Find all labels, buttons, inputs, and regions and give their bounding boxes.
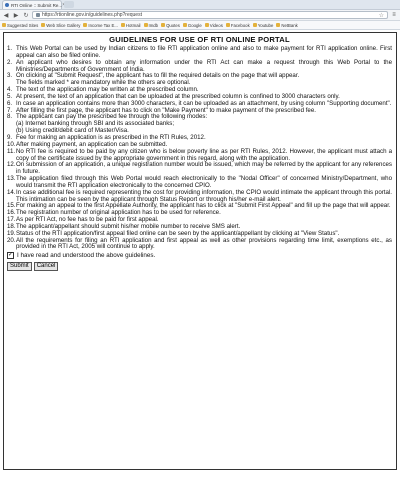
bookmark-item[interactable]: Videos: [205, 23, 223, 28]
tab-title: RTI Online :: Submit Re...: [11, 2, 63, 8]
bookmark-item[interactable]: Quotes: [161, 23, 180, 28]
bookmark-item[interactable]: Facebook: [226, 23, 250, 28]
guideline-item: 9. Fee for making an application is as prescribed in the RTI Rules, 2012.: [7, 133, 206, 141]
back-icon[interactable]: ◀: [3, 12, 9, 19]
bookmark-icon: [253, 23, 257, 27]
bookmark-star-icon[interactable]: ☆: [378, 12, 384, 19]
bookmark-icon: [183, 23, 187, 27]
bookmark-item[interactable]: Google: [183, 23, 202, 28]
guideline-item: 8. The applicant can pay the prescribed fee through the following modes: (a) Internet banking through SBI and its associated banks; (b) Using credit/debit card of Master/Visa.: [7, 113, 208, 135]
guideline-item: 1. This Web Portal can be used by Indian citizens to file RTI application online and also to make payment for RTI application online. First appeal can also be filed online.: [7, 45, 392, 59]
browser-titlebar: [0, 0, 400, 10]
guideline-item: 20. All the requirements for filing an RTI application and first appeal as well as other provisions regarding time limit, exemptions etc., as provided in the RTI Act, 2005 will continue to apply.: [7, 236, 392, 251]
bookmark-icon: [226, 23, 230, 27]
guideline-item: 18. The applicant/appellant should submit his/her mobile number to receive SMS alert.: [7, 222, 241, 230]
page-title: GUIDELINES FOR USE OF RTI ONLINE PORTAL: [109, 35, 290, 44]
bookmark-item[interactable]: Income Tax E...: [83, 23, 118, 28]
browser-tab[interactable]: [2, 0, 62, 9]
bookmark-icon: [276, 23, 280, 27]
guideline-item: 4. The text of the application may be written at the prescribed column.: [7, 86, 199, 94]
guideline-item: 5. At present, the text of an application that can be uploaded at the prescribed column is confined to 3000 characters only.: [7, 92, 340, 100]
page-content: [0, 30, 400, 493]
guideline-item: 13. The application filed through this Web Portal would reach electronically to the "Nodal Officer" of concerned Ministry/Department, who would transmit the RTI application electronically to the concerned CPIO.: [7, 175, 392, 189]
guideline-item: 14. In case additional fee is required representing the cost for providing information, the CPIO would intimate the applicant through this portal. This intimation can be seen by the applicant through Status Report or through his/her e-mail alert.: [7, 188, 392, 203]
url-text: https://rtionline.gov.in/guidelines.php?request: [42, 12, 142, 18]
agree-checkbox[interactable]: ✓: [8, 252, 14, 259]
bookmark-icon: [121, 23, 125, 27]
guideline-item: 10. After making payment, an application can be submitted.: [7, 140, 168, 148]
bookmark-item[interactable]: Web Slice Gallery: [41, 23, 80, 28]
guideline-item: 16. The registration number of original application has to be used for reference.: [7, 209, 221, 217]
bookmark-item[interactable]: Imdb: [144, 23, 159, 28]
menu-icon[interactable]: ≡: [392, 12, 396, 18]
guideline-item: 7. After filling the first page, the applicant has to click on "Make Payment" to make payment of the prescribed fee.: [7, 106, 316, 114]
guidelines-panel: [3, 32, 397, 470]
bookmarks-bar: [0, 21, 400, 30]
cancel-button[interactable]: Cancel: [34, 262, 59, 271]
bookmark-icon: [205, 23, 209, 27]
bookmark-icon: [2, 23, 6, 27]
bookmark-item[interactable]: Suggested Sites: [2, 23, 38, 28]
agree-label: I have read and understood the above guidelines.: [17, 252, 156, 260]
forward-icon[interactable]: ▶: [13, 12, 19, 19]
guideline-item: 3. On clicking at "Submit Request", the applicant has to fill the required details on the page that will appear. The fields marked * are mandatory while the others are optional.: [7, 72, 300, 87]
submit-button[interactable]: Submit: [7, 262, 32, 271]
guideline-item: 11. No RTI fee is required to be paid by any citizen who is below poverty line as per RTI Rules, 2012. However, the applicant must attach a copy of the certificate issued by the appropriate government in this regard, along with the application.: [7, 147, 392, 162]
new-tab-button[interactable]: [64, 1, 74, 8]
guidelines-list: [7, 46, 392, 251]
browser-toolbar: [0, 10, 400, 21]
bookmark-icon: [41, 23, 45, 27]
reload-icon[interactable]: ↻: [23, 12, 29, 19]
lock-icon: [36, 13, 40, 17]
guideline-item: 2. An applicant who desires to obtain any information under the RTI Act can make a request through this Web Portal to the Ministries/Departments of Government of India.: [7, 58, 392, 73]
bookmark-icon: [144, 23, 148, 27]
guideline-item: 15. For making an appeal to the first Appellate Authority, the applicant has to click at "Submit First Appeal" and fill up the page that will appear.: [7, 202, 391, 210]
guideline-item: 12. On submission of an application, a unique registration number would be issued, which may be referred by the applicant for any references in future.: [7, 161, 392, 176]
agree-row: [7, 252, 392, 259]
form-actions: [7, 262, 392, 271]
bookmark-item[interactable]: Hotmail: [121, 23, 141, 28]
guideline-item: 6. In case an application contains more than 3000 characters, it can be uploaded as an attachment, by using column "Supporting document".: [7, 99, 392, 107]
site-favicon-icon: [5, 3, 9, 7]
bookmark-item[interactable]: Youtube: [253, 23, 274, 28]
address-bar[interactable]: [32, 11, 388, 19]
guideline-item: 17. As per RTI Act, no fee has to be paid for first appeal.: [7, 216, 159, 224]
bookmark-icon: [83, 23, 87, 27]
bookmark-icon: [161, 23, 165, 27]
bookmark-item[interactable]: NetBank: [276, 23, 297, 28]
guideline-item: 19. Status of the RTI application/first appeal filed online can be seen by the applicant/appellant by clicking at "View Status".: [7, 229, 340, 237]
